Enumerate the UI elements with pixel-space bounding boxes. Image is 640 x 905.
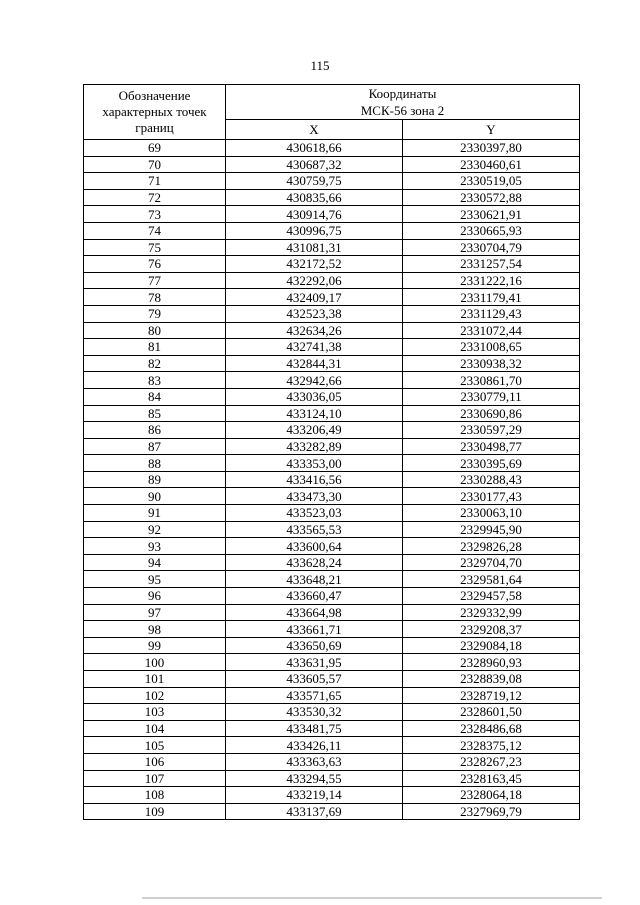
table-row [84, 654, 580, 671]
table-row [84, 422, 580, 439]
x-coordinate-cell: 432844,31 [226, 355, 403, 372]
point-number-cell: 94 [84, 554, 226, 571]
y-coordinate-cell: 2331072,44 [403, 322, 580, 339]
table-body [84, 140, 580, 820]
x-coordinate-cell: 433650,69 [226, 637, 403, 654]
point-number-cell: 70 [84, 156, 226, 173]
y-coordinate-cell: 2330690,86 [403, 405, 580, 422]
point-number-cell: 74 [84, 222, 226, 239]
table-row [84, 388, 580, 405]
x-coordinate-cell: 430914,76 [226, 206, 403, 223]
y-coordinate-cell: 2330063,10 [403, 505, 580, 522]
y-coordinate-cell: 2330397,80 [403, 140, 580, 157]
point-number-cell: 89 [84, 471, 226, 488]
x-coordinate-cell: 433219,14 [226, 787, 403, 804]
header-designation: Обозначение характерных точек границ [84, 85, 226, 140]
y-coordinate-cell: 2331222,16 [403, 272, 580, 289]
x-coordinate-cell: 433416,56 [226, 471, 403, 488]
x-coordinate-cell: 432172,52 [226, 256, 403, 273]
table-row [84, 621, 580, 638]
table-row [84, 189, 580, 206]
x-coordinate-cell: 433124,10 [226, 405, 403, 422]
point-number-cell: 95 [84, 571, 226, 588]
x-coordinate-cell: 433660,47 [226, 588, 403, 605]
point-number-cell: 104 [84, 720, 226, 737]
point-number-cell: 106 [84, 753, 226, 770]
point-number-cell: 102 [84, 687, 226, 704]
y-coordinate-cell: 2329332,99 [403, 604, 580, 621]
y-coordinate-cell: 2330938,32 [403, 355, 580, 372]
table-row [84, 372, 580, 389]
point-number-cell: 78 [84, 289, 226, 306]
x-coordinate-cell: 430759,75 [226, 173, 403, 190]
y-coordinate-cell: 2331179,41 [403, 289, 580, 306]
table-row [84, 803, 580, 820]
y-coordinate-cell: 2330519,05 [403, 173, 580, 190]
x-coordinate-cell: 430687,32 [226, 156, 403, 173]
x-coordinate-cell: 433426,11 [226, 737, 403, 754]
header-coordinates [226, 85, 580, 120]
point-number-cell: 91 [84, 505, 226, 522]
x-coordinate-cell: 432634,26 [226, 322, 403, 339]
x-coordinate-cell: 433661,71 [226, 621, 403, 638]
y-coordinate-cell: 2331008,65 [403, 339, 580, 356]
point-number-cell: 108 [84, 787, 226, 804]
y-coordinate-cell: 2328163,45 [403, 770, 580, 787]
table-row [84, 289, 580, 306]
table-row [84, 405, 580, 422]
point-number-cell: 72 [84, 189, 226, 206]
point-number-cell: 92 [84, 521, 226, 538]
y-coordinate-cell: 2330460,61 [403, 156, 580, 173]
table-row [84, 637, 580, 654]
point-number-cell: 96 [84, 588, 226, 605]
table-row [84, 521, 580, 538]
x-coordinate-cell: 433664,98 [226, 604, 403, 621]
scan-edge-line [142, 897, 602, 899]
table-row [84, 140, 580, 157]
point-number-cell: 82 [84, 355, 226, 372]
table-row [84, 787, 580, 804]
header-coordinates-title: Координаты [368, 86, 437, 101]
point-number-cell: 83 [84, 372, 226, 389]
table-header-row [84, 85, 580, 120]
y-coordinate-cell: 2330288,43 [403, 471, 580, 488]
point-number-cell: 97 [84, 604, 226, 621]
point-number-cell: 76 [84, 256, 226, 273]
table-row [84, 687, 580, 704]
x-coordinate-cell: 432741,38 [226, 339, 403, 356]
x-coordinate-cell: 433571,65 [226, 687, 403, 704]
y-coordinate-cell: 2329826,28 [403, 538, 580, 555]
x-coordinate-cell: 433523,03 [226, 505, 403, 522]
y-coordinate-cell: 2328839,08 [403, 671, 580, 688]
table-row [84, 505, 580, 522]
table-row [84, 720, 580, 737]
x-coordinate-cell: 433473,30 [226, 488, 403, 505]
y-coordinate-cell: 2330665,93 [403, 222, 580, 239]
x-coordinate-cell: 431081,31 [226, 239, 403, 256]
point-number-cell: 88 [84, 455, 226, 472]
coordinates-table [83, 84, 580, 820]
table-row [84, 305, 580, 322]
point-number-cell: 98 [84, 621, 226, 638]
x-coordinate-cell: 433605,57 [226, 671, 403, 688]
y-coordinate-cell: 2329704,70 [403, 554, 580, 571]
table-row [84, 604, 580, 621]
point-number-cell: 93 [84, 538, 226, 555]
y-coordinate-cell: 2330597,29 [403, 422, 580, 439]
point-number-cell: 105 [84, 737, 226, 754]
x-coordinate-cell: 433282,89 [226, 438, 403, 455]
x-coordinate-cell: 433294,55 [226, 770, 403, 787]
x-coordinate-cell: 433036,05 [226, 388, 403, 405]
y-coordinate-cell: 2328601,50 [403, 704, 580, 721]
table-row [84, 588, 580, 605]
table-row [84, 737, 580, 754]
point-number-cell: 107 [84, 770, 226, 787]
page-number: 115 [310, 58, 330, 73]
table-row [84, 571, 580, 588]
y-coordinate-cell: 2328375,12 [403, 737, 580, 754]
point-number-cell: 73 [84, 206, 226, 223]
x-coordinate-cell: 432409,17 [226, 289, 403, 306]
point-number-cell: 81 [84, 339, 226, 356]
table-row [84, 455, 580, 472]
y-coordinate-cell: 2329084,18 [403, 637, 580, 654]
y-coordinate-cell: 2330704,79 [403, 239, 580, 256]
table-row [84, 538, 580, 555]
y-coordinate-cell: 2330498,77 [403, 438, 580, 455]
x-coordinate-cell: 430835,66 [226, 189, 403, 206]
x-coordinate-cell: 430618,66 [226, 140, 403, 157]
y-coordinate-cell: 2331257,54 [403, 256, 580, 273]
point-number-cell: 99 [84, 637, 226, 654]
header-y: Y [403, 120, 580, 140]
point-number-cell: 87 [84, 438, 226, 455]
table-row [84, 239, 580, 256]
table-row [84, 206, 580, 223]
y-coordinate-cell: 2329208,37 [403, 621, 580, 638]
table-row [84, 554, 580, 571]
header-x: X [226, 120, 403, 140]
table-row [84, 322, 580, 339]
x-coordinate-cell: 432292,06 [226, 272, 403, 289]
y-coordinate-cell: 2330621,91 [403, 206, 580, 223]
header-coordinate-system: МСК-56 зона 2 [360, 103, 445, 118]
x-coordinate-cell: 433481,75 [226, 720, 403, 737]
table-row [84, 753, 580, 770]
point-number-cell: 69 [84, 140, 226, 157]
point-number-cell: 85 [84, 405, 226, 422]
table-row [84, 173, 580, 190]
point-number-cell: 86 [84, 422, 226, 439]
point-number-cell: 79 [84, 305, 226, 322]
y-coordinate-cell: 2331129,43 [403, 305, 580, 322]
table-row [84, 471, 580, 488]
point-number-cell: 80 [84, 322, 226, 339]
y-coordinate-cell: 2329581,64 [403, 571, 580, 588]
x-coordinate-cell: 432942,66 [226, 372, 403, 389]
y-coordinate-cell: 2328267,23 [403, 753, 580, 770]
y-coordinate-cell: 2330395,69 [403, 455, 580, 472]
point-number-cell: 90 [84, 488, 226, 505]
x-coordinate-cell: 433206,49 [226, 422, 403, 439]
x-coordinate-cell: 433600,64 [226, 538, 403, 555]
y-coordinate-cell: 2328719,12 [403, 687, 580, 704]
y-coordinate-cell: 2330177,43 [403, 488, 580, 505]
point-number-cell: 101 [84, 671, 226, 688]
table-row [84, 770, 580, 787]
table-row [84, 704, 580, 721]
x-coordinate-cell: 433631,95 [226, 654, 403, 671]
point-number-cell: 109 [84, 803, 226, 820]
table-row [84, 339, 580, 356]
y-coordinate-cell: 2329945,90 [403, 521, 580, 538]
table-row [84, 222, 580, 239]
point-number-cell: 77 [84, 272, 226, 289]
y-coordinate-cell: 2330779,11 [403, 388, 580, 405]
y-coordinate-cell: 2329457,58 [403, 588, 580, 605]
x-coordinate-cell: 430996,75 [226, 222, 403, 239]
point-number-cell: 103 [84, 704, 226, 721]
x-coordinate-cell: 433628,24 [226, 554, 403, 571]
point-number-cell: 75 [84, 239, 226, 256]
x-coordinate-cell: 433353,00 [226, 455, 403, 472]
x-coordinate-cell: 433363,63 [226, 753, 403, 770]
point-number-cell: 100 [84, 654, 226, 671]
table-row [84, 438, 580, 455]
table-row [84, 272, 580, 289]
table-row [84, 156, 580, 173]
y-coordinate-cell: 2328960,93 [403, 654, 580, 671]
y-coordinate-cell: 2328064,18 [403, 787, 580, 804]
table-row [84, 488, 580, 505]
x-coordinate-cell: 433648,21 [226, 571, 403, 588]
x-coordinate-cell: 432523,38 [226, 305, 403, 322]
table-row [84, 671, 580, 688]
x-coordinate-cell: 433565,53 [226, 521, 403, 538]
y-coordinate-cell: 2328486,68 [403, 720, 580, 737]
y-coordinate-cell: 2330572,88 [403, 189, 580, 206]
point-number-cell: 84 [84, 388, 226, 405]
y-coordinate-cell: 2327969,79 [403, 803, 580, 820]
x-coordinate-cell: 433137,69 [226, 803, 403, 820]
table-row [84, 355, 580, 372]
table-row [84, 256, 580, 273]
x-coordinate-cell: 433530,32 [226, 704, 403, 721]
point-number-cell: 71 [84, 173, 226, 190]
y-coordinate-cell: 2330861,70 [403, 372, 580, 389]
